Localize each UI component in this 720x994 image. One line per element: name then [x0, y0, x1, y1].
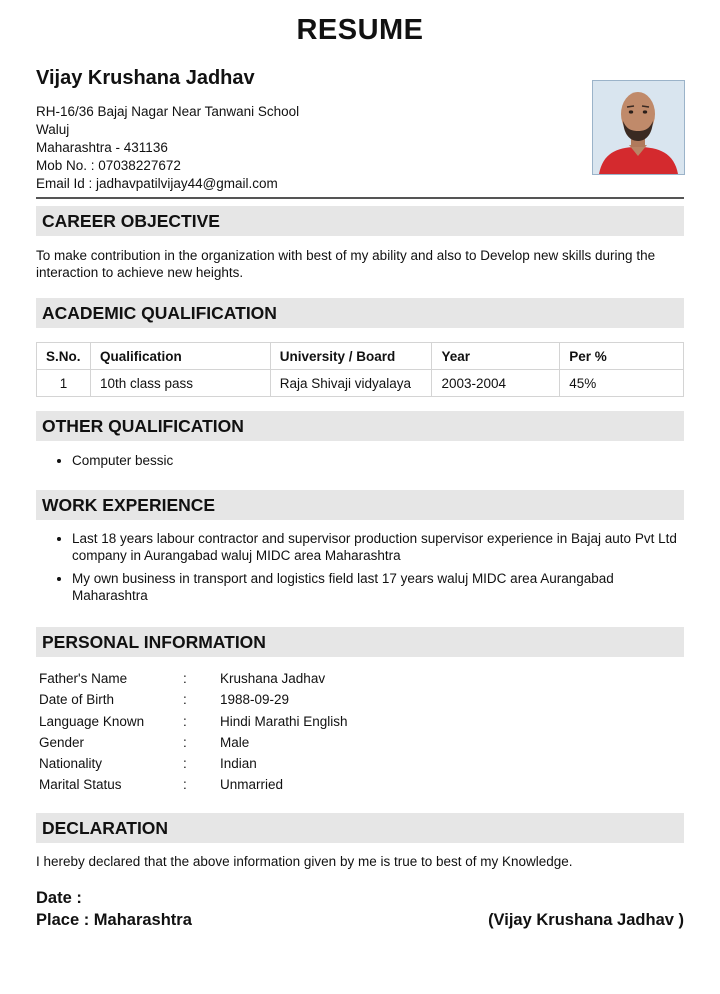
cell-year: 2003-2004	[432, 370, 560, 397]
info-label: Date of Birth	[39, 692, 115, 708]
col-sno: S.No.	[37, 343, 91, 370]
personal-info-list	[39, 668, 348, 796]
date-label: Date :	[36, 889, 82, 907]
declaration-heading: DECLARATION	[36, 813, 684, 843]
info-label: Nationality	[39, 756, 103, 772]
place-label: Place : Maharashtra	[36, 911, 192, 929]
address-line-1: RH-16/36 Bajaj Nagar Near Tanwani School	[36, 104, 300, 119]
table-row	[37, 370, 684, 397]
col-year: Year	[432, 343, 560, 370]
cell-sno: 1	[37, 370, 91, 397]
cell-percent: 45%	[560, 370, 684, 397]
col-qualification: Qualification	[90, 343, 270, 370]
signature-name: (Vijay Krushana Jadhav )	[488, 911, 684, 929]
table-header-row	[37, 343, 684, 370]
header-divider	[36, 197, 684, 199]
cell-university: Raja Shivaji vidyalaya	[270, 370, 432, 397]
info-value: Krushana Jadhav	[220, 671, 326, 686]
declaration-text: I hereby declared that the above information given by me is true to best of my Knowledge.	[36, 854, 573, 869]
info-separator: :	[183, 692, 187, 708]
cell-qualification: 10th class pass	[90, 370, 270, 397]
info-row-dob	[39, 689, 348, 710]
profile-photo	[592, 80, 685, 175]
info-separator: :	[183, 713, 187, 729]
info-label: Marital Status	[39, 777, 122, 793]
academic-table	[36, 342, 684, 397]
work-experience-heading: WORK EXPERIENCE	[36, 490, 684, 520]
address-line-3: Maharashtra - 431136	[36, 140, 168, 155]
info-separator: :	[183, 756, 187, 772]
info-row-father	[39, 668, 348, 689]
col-university: University / Board	[270, 343, 432, 370]
info-value: Hindi Marathi English	[220, 713, 348, 729]
work-experience-list	[36, 530, 684, 610]
info-row-language	[39, 711, 348, 732]
info-label: Father's Name	[39, 671, 128, 686]
info-row-marital	[39, 774, 348, 795]
address-line-2: Waluj	[36, 122, 70, 137]
career-objective-heading: CAREER OBJECTIVE	[36, 206, 684, 236]
info-label: Gender	[39, 734, 85, 750]
resume-title: RESUME	[296, 14, 424, 46]
info-label: Language Known	[39, 713, 145, 729]
info-separator: :	[183, 734, 187, 750]
contact-block	[36, 103, 299, 193]
info-value: 1988-09-29	[220, 692, 290, 708]
academic-qualification-heading: ACADEMIC QUALIFICATION	[36, 298, 684, 328]
career-objective-text: To make contribution in the organization with best of my ability and also to Develop new skills during the interaction to achieve new heights.	[36, 248, 656, 280]
list-item: • Last 18 years labour contractor and supervisor production supervisor experience in Bajaj auto Pvt Ltd company in Aurangabad waluj MIDC area Maharashtra	[72, 530, 684, 564]
info-separator: :	[183, 671, 187, 686]
list-item: • Computer bessic	[72, 452, 684, 469]
mobile-number: Mob No. : 07038227672	[36, 158, 181, 173]
other-qualification-heading: OTHER QUALIFICATION	[36, 411, 684, 441]
personal-information-heading: PERSONAL INFORMATION	[36, 627, 684, 657]
info-row-nationality	[39, 753, 348, 774]
other-qualification-list	[36, 452, 684, 475]
email-id: Email Id : jadhavpatilvijay44@gmail.com	[36, 176, 278, 191]
info-row-gender	[39, 732, 348, 753]
list-item: • My own business in transport and logistics field last 17 years waluj MIDC area Aurangabad Maharashtra	[72, 570, 684, 604]
info-value: Male	[220, 734, 250, 750]
col-percent: Per %	[560, 343, 684, 370]
info-value: Indian	[220, 756, 257, 772]
info-value: Unmarried	[220, 777, 284, 793]
info-separator: :	[183, 777, 187, 793]
candidate-name: Vijay Krushana Jadhav	[36, 67, 255, 89]
